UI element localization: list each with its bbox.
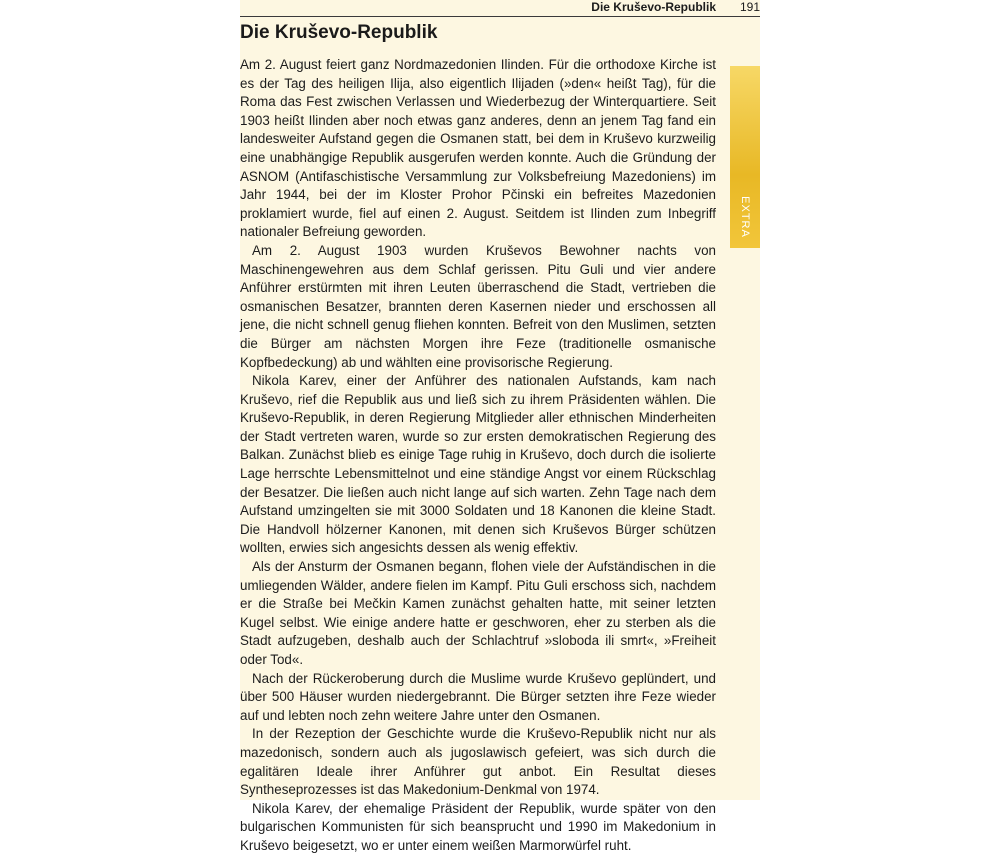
book-page <box>240 0 760 853</box>
page-number: 191 <box>739 0 760 14</box>
paragraph-7: Nikola Karev, der ehemalige Präsident der Republik, wurde später von den bulgarischen Kommunisten für sich beansprucht und 1990 im Makedonium in Kruševo beigesetzt, wo er unter einem weißen Marmorwürfel ruht. <box>240 800 716 853</box>
paragraph-3: Nikola Karev, einer der Anführer des nationalen Aufstands, kam nach Kruševo, rief die Republik aus und ließ sich zu ihrem Präsidenten wählen. Die Kruševo-Republik, in deren Regierung Mitglieder aller ethnischen Minderheiten der Stadt vertreten waren, wurde so zur ersten demokratischen Regierung des Balkan. Zunächst blieb es einige Tage ruhig in Kruševo, doch durch die isolierte Lage herrschte Lebensmittelnot und eine ständige Angst vor einem Rückschlag der Besatzer. Die ließen auch nicht lange auf sich warten. Zehn Tage nach dem Aufstand umzingelten sie mit 3000 Soldaten und 18 Kanonen die kleine Stadt. Die Handvoll hölzerner Kanonen, mit denen sich Kruševos Bürger schützen wollten, erwies sich angesichts dessen als wenig effektiv. <box>240 373 716 556</box>
paragraph-1: Am 2. August feiert ganz Nordmazedonien Ilinden. Für die orthodoxe Kirche ist es der Tag des heiligen Ilija, also eigentlich Ilijaden (»den« heißt Tag), für die Roma das Fest zwischen Verlassen und Wiederbezug der Winterquartiere. Seit 1903 heißt Ilinden aber noch etwas ganz anderes, denn an jenem Tag fand ein landesweiter Aufstand gegen die Osmanen statt, bei dem in Kruševo kurzweilig eine unabhängige Republik ausgerufen werden konnte. Auch die Gründung der ASNOM (Antifaschistische Versammlung zur Volksbefreiung Mazedoniens) im Jahr 1944, bei der im Kloster Prohor Pčinski ein befreites Mazedonien proklamiert wurde, fiel auf einen 2. August. Seitdem ist Ilinden zum Inbegriff nationaler Befreiung geworden. <box>240 57 716 240</box>
article-body <box>240 56 716 856</box>
extra-tab-label <box>735 192 755 242</box>
paragraph-6: In der Rezeption der Geschichte wurde die Kruševo-Republik nicht nur als mazedonisch, sondern auch als jugoslawisch gefeiert, was sich durch die egalitären Ideale ihrer Anführer gut anbot. Ein Resultat dieses Syntheseprozesses ist das Makedonium-Denkmal von 1974. <box>240 726 716 798</box>
article-title: Die Kruševo-Republik <box>240 22 438 43</box>
paragraph-5: Nach der Rückeroberung durch die Muslime wurde Kruševo geplündert, und über 500 Häuser wurden niedergebrannt. Die Bürger setzten ihre Feze wieder auf und lebten noch zehn weitere Jahre unter den Osmanen. <box>240 670 716 723</box>
running-header <box>240 0 760 17</box>
paragraph-4: Als der Ansturm der Osmanen begann, flohen viele der Aufständischen in die umliegenden Wälder, andere fielen im Kampf. Pitu Guli erschoss sich, nachdem er die Straße bei Mečkin Kamen zunächst gehalten hatte, mit seiner letzten Kugel selbst. Wie einige andere hatte er geschworen, eher zu sterben als die Stadt aufzugeben, deshalb auch der Schlachtruf »sloboda ili smrt«, »Freiheit oder Tod«. <box>240 559 716 667</box>
extra-tab-text: EXTRA <box>739 196 751 238</box>
paragraph-2: Am 2. August 1903 wurden Kruševos Bewohner nachts von Maschinengewehren aus dem Schlaf gerissen. Pitu Guli und vier andere Anführer erstürmten mit ihren Leuten überraschend die Stadt, vertrieben die osmanischen Besatzer, brannten deren Kasernen nieder und erschossen all jene, die nicht schnell genug fliehen konnten. Befreit von den Muslimen, setzten die Bürger am nächsten Morgen ihre Feze (traditionelle osmanische Kopfbedeckung) ab und wählten eine provisorische Regierung. <box>240 242 716 370</box>
running-title: Die Kruševo-Republik <box>591 0 716 14</box>
